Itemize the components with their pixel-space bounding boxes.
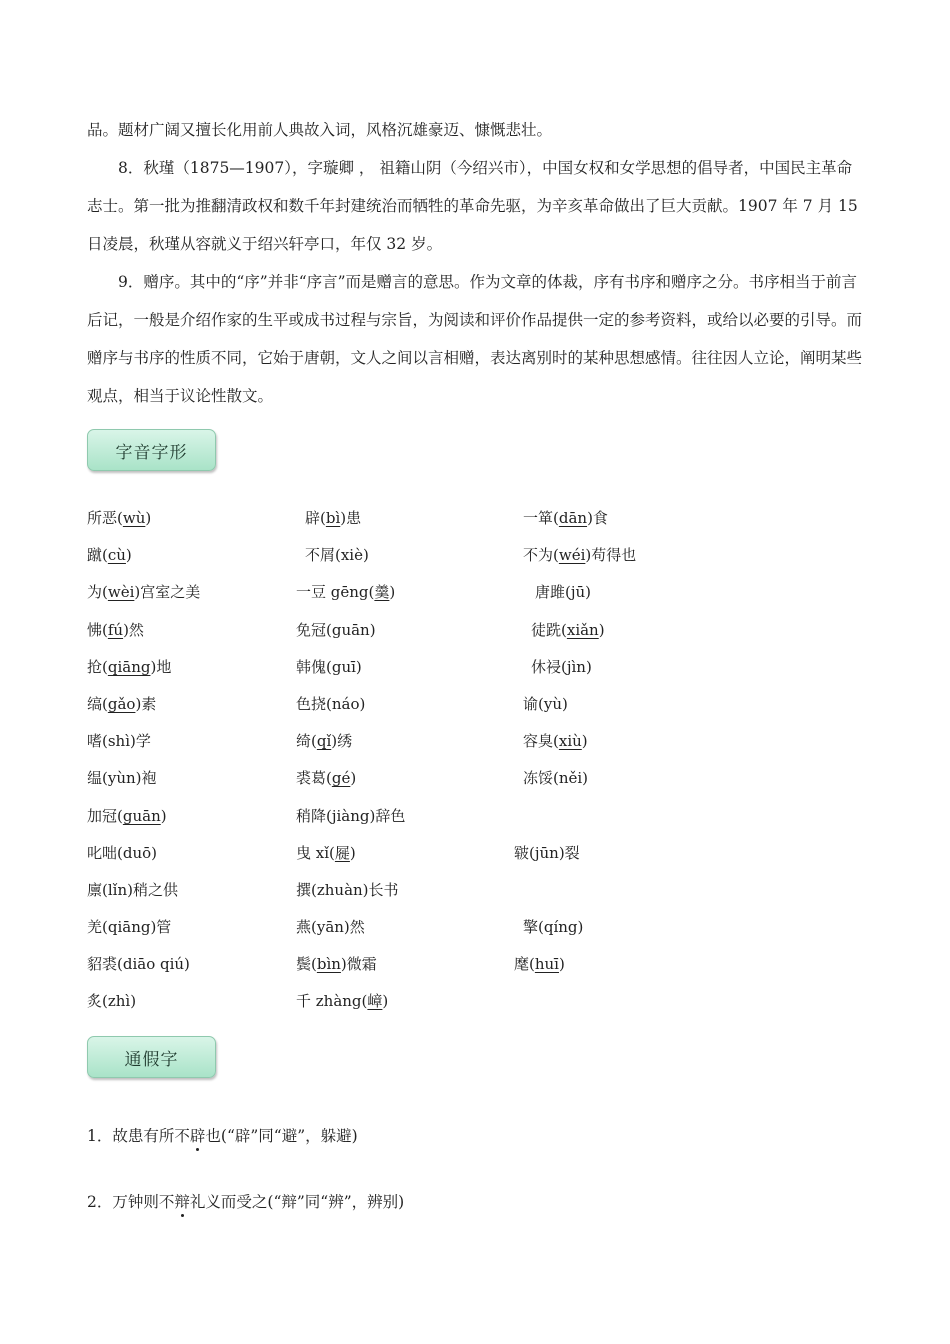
pinyin-entry: 一豆 gēng(羹) xyxy=(296,583,396,601)
section-header-pronunciation[interactable] xyxy=(87,429,216,471)
pinyin-entry: 一箪(dān)食 xyxy=(523,509,608,527)
pinyin-entry: 色挠(náo) xyxy=(296,695,366,713)
section-header-tongjia[interactable] xyxy=(87,1036,216,1078)
pinyin-entry: 炙(zhì) xyxy=(87,992,137,1010)
section-title: 通假字 xyxy=(124,1049,179,1070)
pinyin-entry: 廪(lǐn)稍之供 xyxy=(87,881,178,899)
pinyin-entry: 辟(bì)患 xyxy=(305,509,362,527)
pinyin-entry: 曳 xǐ(屣) xyxy=(296,844,356,862)
tongjia-item-2: 2．万钟则不辩礼义而受之(“辩”同“辨”，辨别) xyxy=(87,1190,404,1212)
pinyin-entry: 撰(zhuàn)长书 xyxy=(296,881,399,899)
pinyin-entry: 冻馁(něi) xyxy=(523,769,589,787)
pinyin-entry: 貂裘(diāo qiú) xyxy=(87,955,190,973)
pinyin-entry: 唐雎(jū) xyxy=(535,583,592,601)
note-item-8: 8．秋瑾（1875—1907），字璇卿 ， 祖籍山阴（今绍兴市），中国女权和女学思想的倡导者，中国民主革命志士。第一批为推翻清政权和数千年封建统治而牺牲的革命先驱，为辛亥革命做出了巨大贡献。1907 年 7 月 15 日凌晨，秋瑾从容就义于绍兴轩亭口，年仅 32 岁。 xyxy=(87,159,858,253)
pinyin-entry: 容臭(xiù) xyxy=(523,732,588,750)
tongjia-item-1: 1．故患有所不辟也(“辟”同“避”，躲避) xyxy=(87,1124,358,1146)
pinyin-entry: 麾(huī) xyxy=(514,955,565,973)
pinyin-entry: 不屑(xiè) xyxy=(305,546,369,564)
pinyin-entry: 为(wèi)宫室之美 xyxy=(87,583,201,601)
pinyin-entry: 所恶(wù) xyxy=(87,509,152,527)
pinyin-entry: 稍降(jiàng)辞色 xyxy=(296,807,406,825)
pinyin-entry: 鬓(bìn)微霜 xyxy=(296,955,377,973)
pinyin-entry: 蹴(cù) xyxy=(87,546,132,564)
pinyin-entry: 嗜(shì)学 xyxy=(87,732,151,750)
pinyin-entry: 缟(gǎo)素 xyxy=(87,695,157,713)
pinyin-entry: 谕(yù) xyxy=(523,695,568,713)
intro-line: 品。题材广阔又擅长化用前人典故入词，风格沉雄豪迈、慷慨悲壮。 xyxy=(87,121,553,139)
pinyin-entry: 皲(jūn)裂 xyxy=(514,844,580,862)
pinyin-entry: 缊(yùn)袍 xyxy=(87,769,157,787)
pinyin-entry: 千 zhàng(嶂) xyxy=(296,992,389,1010)
pinyin-entry: 擎(qíng) xyxy=(523,918,584,936)
pinyin-entry: 休祲(jìn) xyxy=(531,658,592,676)
pinyin-entry: 羌(qiāng)管 xyxy=(87,918,172,936)
pinyin-entry: 燕(yān)然 xyxy=(296,918,365,936)
intro-text xyxy=(87,111,867,415)
pinyin-entry: 裘葛(gé) xyxy=(296,769,357,787)
pinyin-entry: 抢(qiāng)地 xyxy=(87,658,172,676)
pinyin-entry: 绮(qǐ)绣 xyxy=(296,732,353,750)
pinyin-entry: 徒跣(xiǎn) xyxy=(531,621,605,639)
pinyin-entry: 叱咄(duō) xyxy=(87,844,157,862)
pinyin-entry: 免冠(guān) xyxy=(296,621,376,639)
pinyin-entry: 韩傀(guī) xyxy=(296,658,362,676)
pinyin-entry: 怫(fú)然 xyxy=(87,621,144,639)
note-item-9: 9．赠序。其中的“序”并非“序言”而是赠言的意思。作为文章的体裁，序有书序和赠序之分。书序相当于前言后记，一般是介绍作家的生平或成书过程与宗旨，为阅读和评价作品提供一定的参考资料，或给以必要的引导。而赠序与书序的性质不同，它始于唐朝，文人之间以言相赠，表达离别时的某种思想感情。往往因人立论，阐明某些观点，相当于议论性散文。 xyxy=(87,273,863,405)
pinyin-entry: 不为(wéi)苟得也 xyxy=(523,546,637,564)
pinyin-entry: 加冠(guān) xyxy=(87,807,167,825)
section-title: 字音字形 xyxy=(115,442,188,463)
